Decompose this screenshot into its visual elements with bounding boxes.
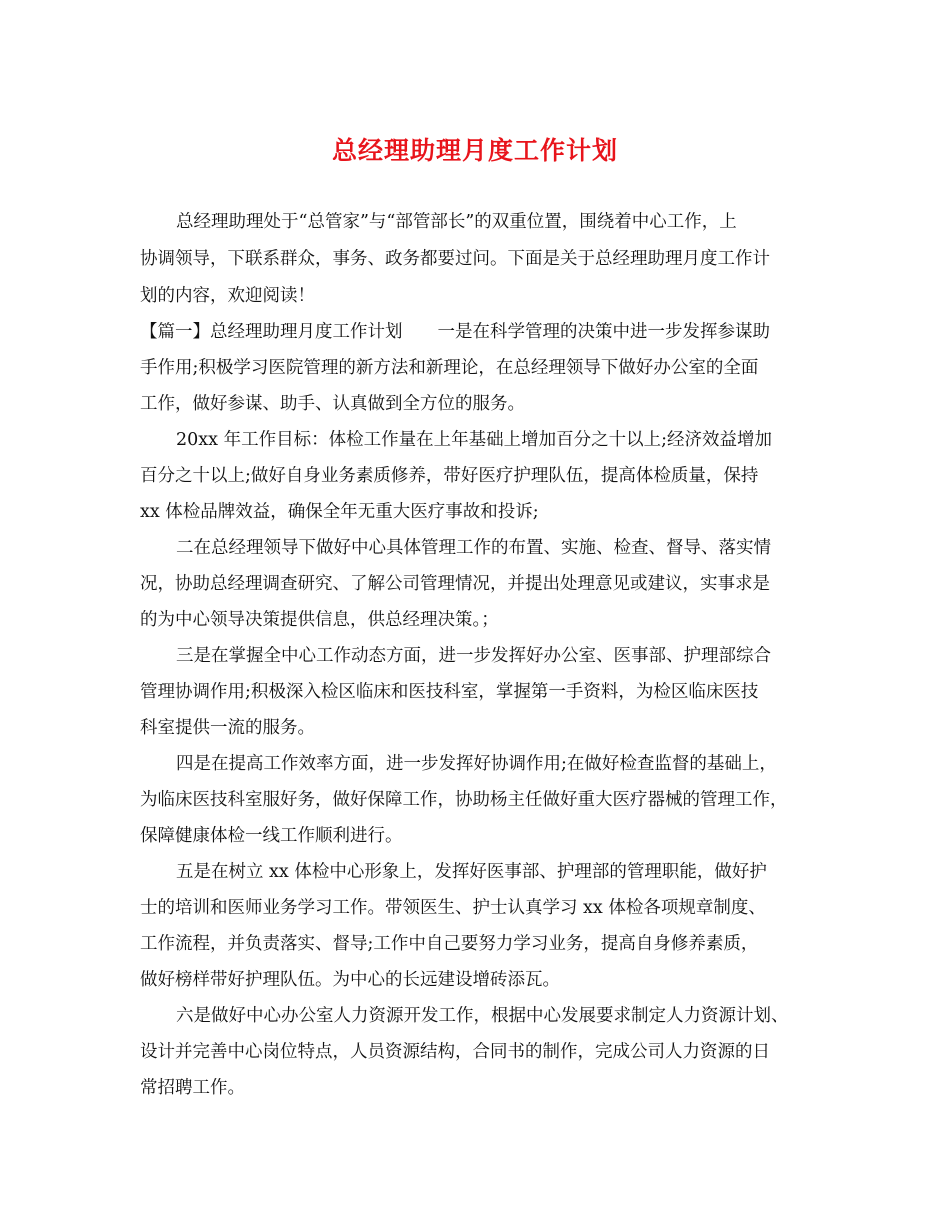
- paragraph-line: 划的内容，欢迎阅读！: [140, 286, 315, 306]
- paragraph-line: 的为中心领导决策提供信息，供总经理决策。；: [140, 610, 499, 630]
- paragraph-line: 工作流程，并负责落实、督导;工作中自己要努力学习业务，提高自身修养素质，: [140, 934, 759, 954]
- paragraph-line: xx 体检品牌效益，确保全年无重大医疗事故和投诉;: [140, 502, 539, 522]
- paragraph-line: 科室提供一流的服务。: [140, 718, 315, 738]
- paragraph-line: 百分之十以上;做好自身业务素质修养，带好医疗护理队伍，提高体检质量，保持: [140, 466, 759, 486]
- section-heading-line: 【篇一】总经理助理月度工作计划 一是在科学管理的决策中进一步发挥参谋助: [140, 322, 770, 342]
- paragraph-line: 总经理助理处于“总管家”与“部管部长”的双重位置，围绕着中心工作，上: [176, 212, 737, 232]
- paragraph-line: 做好榜样带好护理队伍。为中心的长远建设增砖添瓦。: [140, 970, 560, 990]
- paragraph-line: 三是在掌握全中心工作动态方面，进一步发挥好办公室、医事部、护理部综合: [176, 646, 771, 666]
- paragraph-line: 常招聘工作。: [140, 1078, 245, 1098]
- document-title: 总经理助理月度工作计划: [331, 136, 618, 165]
- paragraph-line: 20xx 年工作目标：体检工作量在上年基础上增加百分之十以上;经济效益增加: [176, 430, 772, 450]
- paragraph-line: 二在总经理领导下做好中心具体管理工作的布置、实施、检查、督导、落实情: [176, 538, 771, 558]
- paragraph-line: 设计并完善中心岗位特点，人员资源结构，合同书的制作，完成公司人力资源的日: [140, 1042, 770, 1062]
- paragraph-line: 协调领导，下联系群众，事务、政务都要过问。下面是关于总经理助理月度工作计: [140, 249, 770, 269]
- paragraph-line: 士的培训和医师业务学习工作。带领医生、护士认真学习 xx 体检各项规章制度、: [140, 898, 766, 918]
- paragraph-line: 六是做好中心办公室人力资源开发工作，根据中心发展要求制定人力资源计划、: [176, 1006, 789, 1026]
- paragraph-line: 保障健康体检一线工作顺利进行。: [140, 826, 403, 846]
- paragraph-line: 管理协调作用;积极深入检区临床和医技科室，掌握第一手资料，为检区临床医技: [140, 682, 759, 702]
- paragraph-line: 手作用;积极学习医院管理的新方法和新理论，在总经理领导下做好办公室的全面: [140, 358, 759, 378]
- paragraph-line: 五是在树立 xx 体检中心形象上，发挥好医事部、护理部的管理职能，做好护: [176, 862, 767, 882]
- paragraph-line: 工作，做好参谋、助手、认真做到全方位的服务。: [140, 394, 525, 414]
- paragraph-line: 四是在提高工作效率方面，进一步发挥好协调作用;在做好检查监督的基础上，: [176, 754, 777, 774]
- paragraph-line: 况，协助总经理调查研究、了解公司管理情况，并提出处理意见或建议，实事求是: [140, 574, 770, 594]
- paragraph-line: 为临床医技科室服好务，做好保障工作，协助杨主任做好重大医疗器械的管理工作，: [140, 790, 788, 810]
